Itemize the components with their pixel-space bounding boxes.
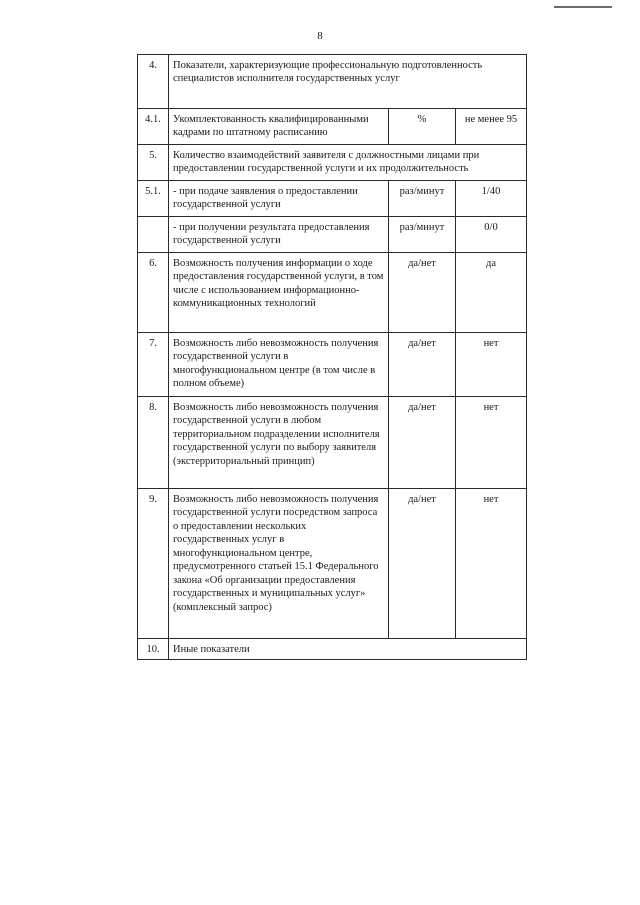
table-row xyxy=(138,333,527,397)
table-row xyxy=(138,109,527,145)
row-number xyxy=(138,217,169,253)
table-row xyxy=(138,181,527,217)
row-number: 7. xyxy=(138,333,169,397)
row-value: нет xyxy=(456,489,527,639)
row-value: нет xyxy=(456,397,527,489)
table-row xyxy=(138,639,527,660)
row-number: 6. xyxy=(138,253,169,333)
row-text: Количество взаимодействий заявителя с должностными лицами при предоставлении государственной услуги и их продолжительность xyxy=(169,145,527,181)
row-number: 5. xyxy=(138,145,169,181)
row-number: 4. xyxy=(138,55,169,109)
table-row xyxy=(138,489,527,639)
row-number: 10. xyxy=(138,639,169,660)
row-unit: % xyxy=(389,109,456,145)
row-unit: да/нет xyxy=(389,253,456,333)
row-unit: да/нет xyxy=(389,333,456,397)
row-value: нет xyxy=(456,333,527,397)
row-unit: раз/минут xyxy=(389,181,456,217)
table-row xyxy=(138,253,527,333)
table-row xyxy=(138,397,527,489)
row-unit: да/нет xyxy=(389,489,456,639)
row-text: - при подаче заявления о предоставлении государственной услуги xyxy=(169,181,389,217)
row-value: 1/40 xyxy=(456,181,527,217)
row-value: 0/0 xyxy=(456,217,527,253)
row-text: Возможность либо невозможность получения государственной услуги посредством запроса о предоставлении нескольких государственных услуг в многофункциональном центре, предусмотренного статьей 15.1 Федерального закона «Об организации предоставления государственных и муниципальных услуг» (комплексный запрос) xyxy=(169,489,389,639)
row-text: Иные показатели xyxy=(169,639,527,660)
row-text: Показатели, характеризующие профессиональную подготовленность специалистов исполнителя государственных услуг xyxy=(169,55,527,109)
row-unit: да/нет xyxy=(389,397,456,489)
scan-corner-mark xyxy=(554,6,612,8)
row-number: 8. xyxy=(138,397,169,489)
table-row xyxy=(138,217,527,253)
row-value: не менее 95 xyxy=(456,109,527,145)
row-unit: раз/минут xyxy=(389,217,456,253)
row-text: - при получении результата предоставления государственной услуги xyxy=(169,217,389,253)
row-number: 4.1. xyxy=(138,109,169,145)
table-row xyxy=(138,55,527,109)
row-text: Возможность получения информации о ходе предоставления государственной услуги, в том числе с использованием информационно-коммуникационных технологий xyxy=(169,253,389,333)
row-text: Укомплектованность квалифицированными кадрами по штатному расписанию xyxy=(169,109,389,145)
row-text: Возможность либо невозможность получения государственной услуги в многофункциональном центре (в том числе в полном объеме) xyxy=(169,333,389,397)
row-value: да xyxy=(456,253,527,333)
row-number: 5.1. xyxy=(138,181,169,217)
row-number: 9. xyxy=(138,489,169,639)
row-text: Возможность либо невозможность получения государственной услуги в любом территориальном подразделении исполнителя государственной услуги по выбору заявителя (экстерриториальный принцип) xyxy=(169,397,389,489)
page-number: 8 xyxy=(317,30,323,42)
table-row xyxy=(138,145,527,181)
indicators-table xyxy=(137,54,527,660)
